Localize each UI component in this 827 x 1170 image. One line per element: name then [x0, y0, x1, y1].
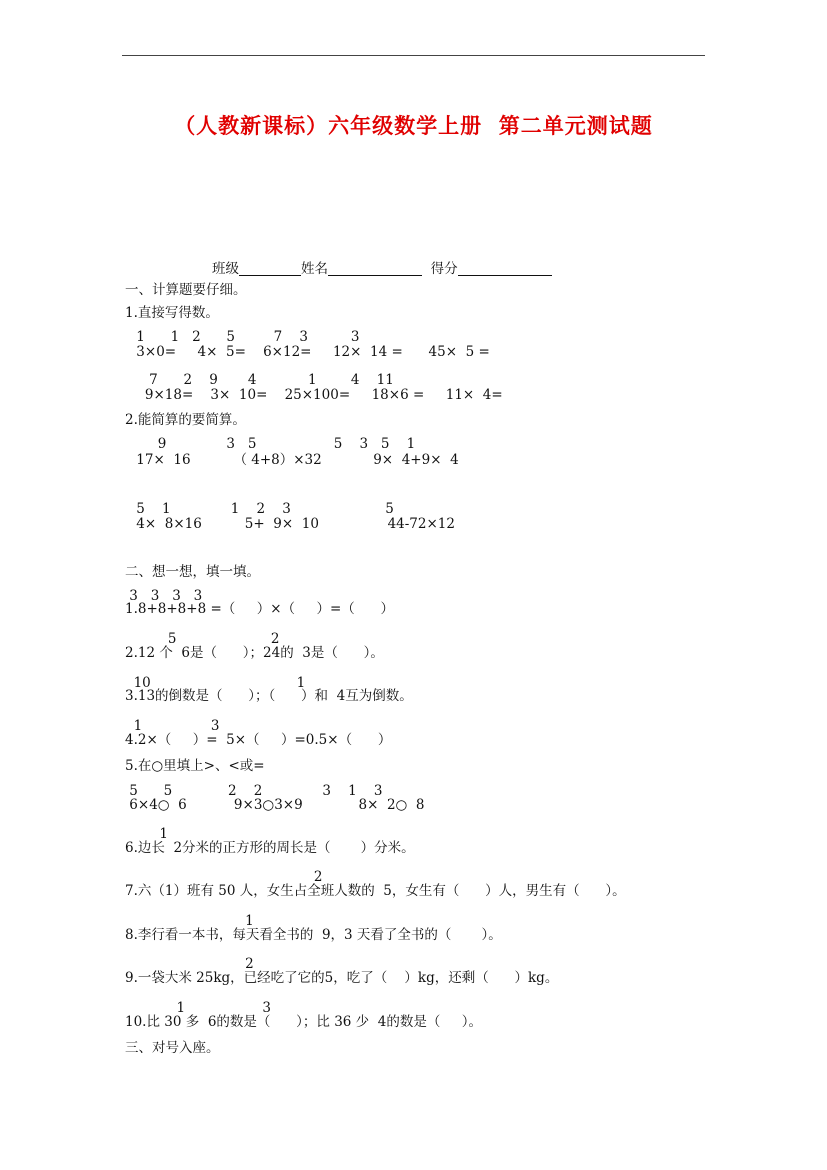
- s2-q9: 9.一袋大米 25kg，已经吃了它的5，吃了（ ）kg，还剩（ ）kg。: [125, 970, 559, 986]
- s2-q9-numerators: 2: [125, 956, 254, 972]
- s2-q5: 6×4○ 6 9×3○3×9 8× 2○ 8: [125, 797, 425, 813]
- s2-q3-numerators: 10 1: [125, 675, 306, 691]
- score-label: 得分: [430, 261, 458, 277]
- section-2-heading: 二、想一想，填一填。: [125, 564, 260, 580]
- section-3-heading: 三、对号入座。: [125, 1040, 220, 1056]
- q2-row2-expressions: 4× 8×16 5+ 9× 10 44-72×12: [132, 516, 455, 532]
- q2-row2-numerators: 5 1 1 2 3 5: [132, 501, 394, 517]
- header-rule: [122, 55, 705, 56]
- q2-row1-expressions: 17× 16 （ 4+8）×32 9× 4+9× 4: [132, 452, 459, 468]
- class-blank[interactable]: [239, 261, 301, 276]
- page-title: （人教新课标）六年级数学上册 第二单元测试题: [174, 113, 653, 138]
- s2-q4-numerators: 1 3: [125, 718, 220, 734]
- section-1-heading: 一、计算题要仔细。: [125, 282, 247, 298]
- score-blank[interactable]: [458, 261, 552, 276]
- q1-row1-expressions: 3×0= 4× 5= 6×12= 12× 14 = 45× 5 =: [132, 344, 490, 360]
- s2-q6: 6.边长 2分米的正方形的周长是（ ）分米。: [125, 840, 415, 856]
- q1-row2-numerators: 7 2 9 4 1 4 11: [132, 372, 394, 388]
- q1-row1-numerators: 1 1 2 5 7 3 3: [132, 329, 360, 345]
- q2-label: 2.能简算的要简算。: [125, 412, 246, 428]
- q1-label: 1.直接写得数。: [125, 305, 219, 321]
- s2-q5-numerators: 5 5 2 2 3 1 3: [125, 783, 383, 799]
- class-label: 班级: [212, 261, 239, 277]
- s2-q10: 10.比 30 多 6的数是（ ）；比 36 少 4的数是（ ）。: [125, 1014, 483, 1030]
- name-blank[interactable]: [328, 261, 422, 276]
- s2-q4: 4.2×（ ）= 5×（ ）=0.5×（ ）: [125, 732, 392, 748]
- q1-row2-expressions: 9×18= 3× 10= 25×100= 18×6 = 11× 4=: [132, 387, 503, 403]
- s2-q8: 8.李行看一本书，每天看全书的 9，3 天看了全书的（ ）。: [125, 927, 502, 943]
- student-info-line: [212, 261, 552, 277]
- s2-q8-numerators: 1: [125, 913, 254, 929]
- s2-q1: 1.8+8+8+8 =（ ）×（ ）=（ ）: [125, 601, 395, 617]
- s2-q1-numerators: 3 3 3 3: [125, 588, 203, 604]
- q2-row1-numerators: 9 3 5 5 3 5 1: [132, 436, 416, 452]
- s2-q7: 7.六（1）班有 50 人，女生占全班人数的 5，女生有（ ）人，男生有（ ）。: [125, 883, 626, 899]
- s2-q5-label: 5.在○里填上>、<或=: [125, 758, 265, 774]
- s2-q2: 2.12 个 6是（ ）；24的 3是（ ）。: [125, 645, 384, 661]
- s2-q10-numerators: 1 3: [125, 1000, 271, 1016]
- s2-q2-numerators: 5 2: [125, 631, 280, 647]
- name-label: 姓名: [301, 261, 328, 277]
- s2-q7-numerators: 2: [125, 869, 323, 885]
- s2-q3: 3.13的倒数是（ ）；（ ）和 4互为倒数。: [125, 688, 413, 704]
- s2-q6-numerators: 1: [125, 826, 168, 842]
